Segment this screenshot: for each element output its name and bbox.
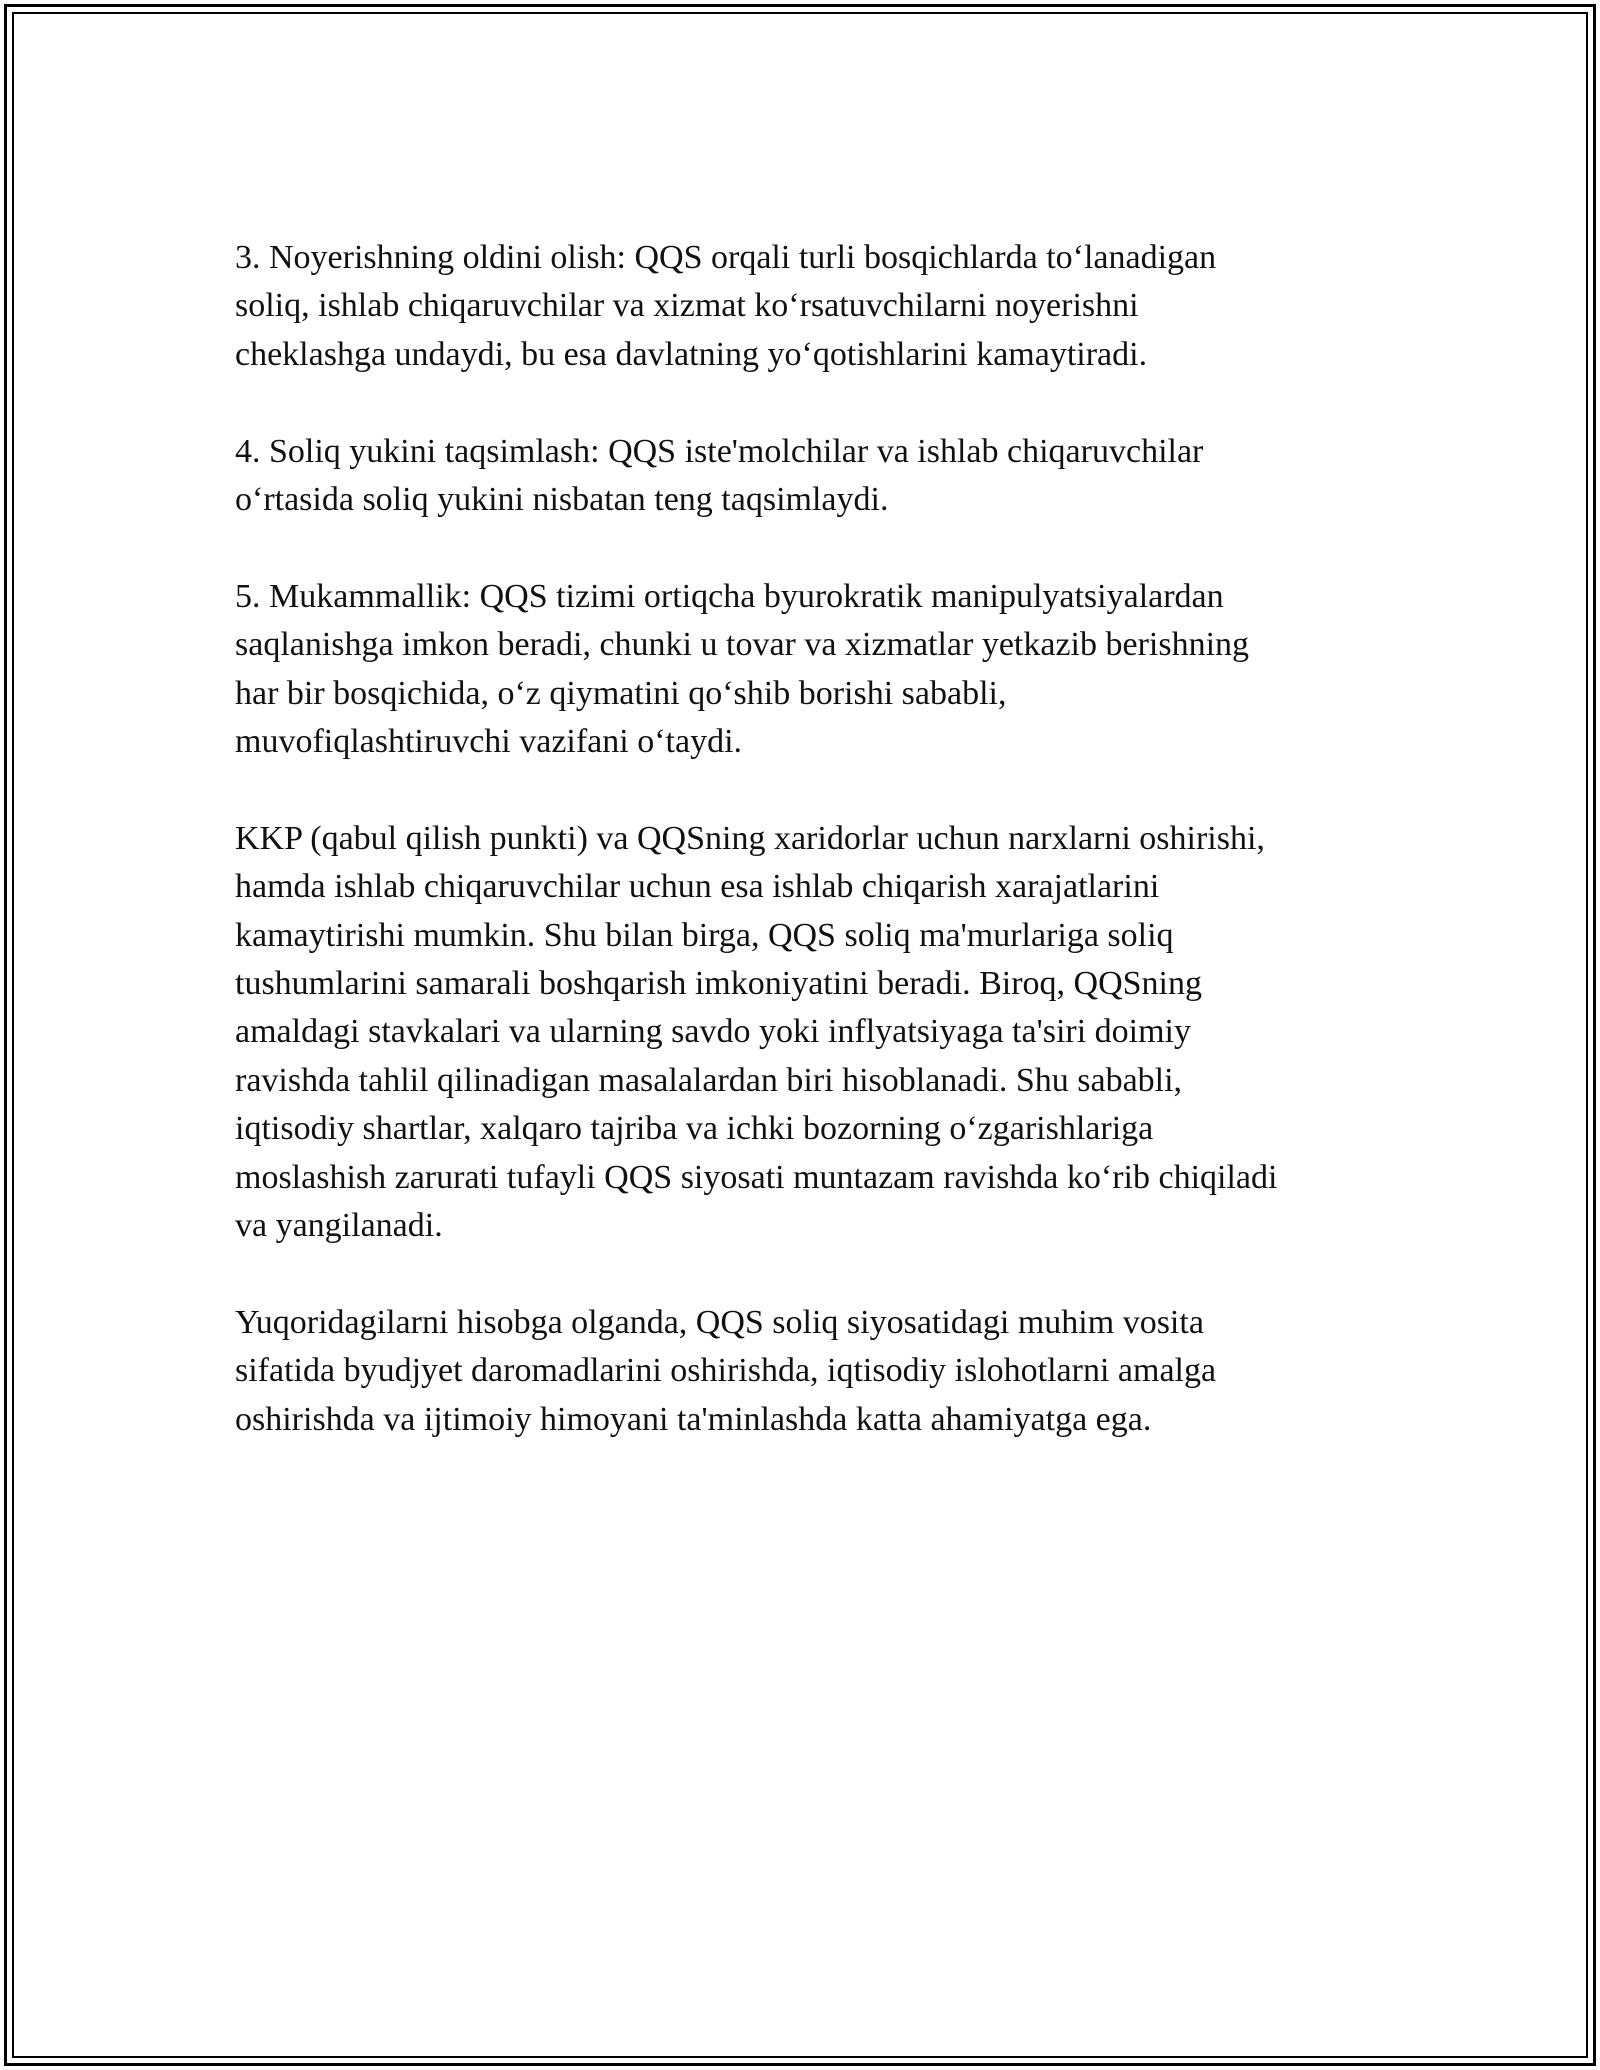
paragraph-soliq-yukini-taqsimlash: 4. Soliq yukini taqsimlash: QQS iste'molchilar va ishlab chiqaruvchilar o‘rtasida soliq yukini nisbatan teng taqsimlaydi. <box>235 432 1204 519</box>
paragraph-xulosa: Yuqoridagilarni hisobga olganda, QQS soliq siyosatidagi muhim vosita sifatida byudjyet daromadlarini oshirishda, iqtisodiy islohotlarni amalga oshirishda va ijtimoiy himoyani ta'minlashda katta ahamiyatga ega. <box>235 1303 1217 1438</box>
paragraph-kkp-va-qqs: KKP (qabul qilish punkti) va QQSning xaridorlar uchun narxlarni oshirishi, hamda ishlab chiqaruvchilar uchun esa ishlab chiqarish xarajatlarini kamaytirishi mumkin. Shu bilan birga, QQS soliq ma'murlariga soliq tushumlarini samarali boshqarish imkoniyatini beradi. Biroq, QQSning amaldagi stavkalari va ularning savdo yoki inflyatsiyaga ta'siri doimiy ravishda tahlil qilinadigan masalalardan biri hisoblanadi. Shu sababli, iqtisodiy shartlar, xalqaro tajriba va ichki bozorning o‘zgarishlariga moslashish zarurati tufayli QQS siyosati muntazam ravishda ko‘rib chiqiladi va yangilanadi. <box>235 819 1278 1245</box>
paragraph-noyerishning-oldini-olish: 3. Noyerishning oldini olish: QQS orqali turli bosqichlarda to‘lanadigan soliq, ishlab chiqaruvchilar va xizmat ko‘rsatuvchilarni noyerishni cheklashga undaydi, bu esa davlatning yo‘qotishlarini kamaytiradi. <box>235 239 1217 373</box>
document-body <box>235 234 1395 1492</box>
paragraph-mukammallik: 5. Mukammallik: QQS tizimi ortiqcha byurokratik manipulyatsiyalardan saqlanishga imkon beradi, chunki u tovar va xizmatlar yetkazib berishning har bir bosqichida, o‘z qiymatini qo‘shib borishi sababli, muvofiqlashtiruvchi vazifani o‘taydi. <box>235 577 1250 761</box>
